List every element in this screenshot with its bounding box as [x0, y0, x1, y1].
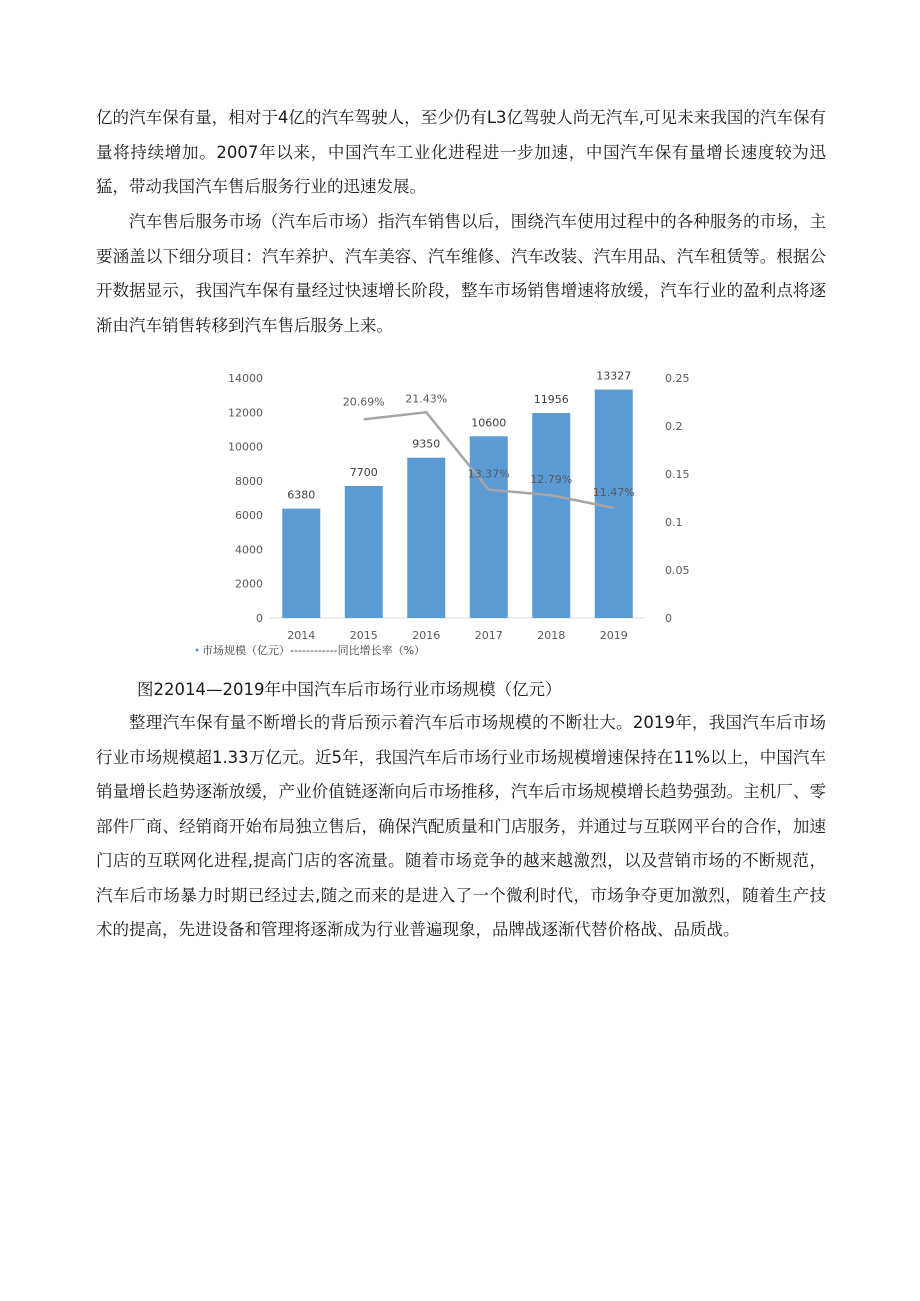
- bar-data-label: 7700: [349, 466, 378, 479]
- legend-text: 市场规模（亿元）------------同比增长率（%）: [202, 644, 426, 657]
- y2-tick-label: 0: [665, 612, 672, 625]
- y2-tick-label: 0.2: [665, 420, 683, 433]
- bar-data-label: 6380: [287, 488, 316, 502]
- chart-canvas: [185, 362, 725, 662]
- line-data-label: 12.79%: [530, 473, 573, 487]
- bar: [467, 436, 510, 618]
- bar-data-label: 11956: [533, 393, 569, 407]
- bar: [345, 486, 383, 618]
- x-tick-label: 2014: [287, 629, 316, 642]
- bar: [407, 458, 445, 618]
- bar: [530, 413, 573, 618]
- x-tick-label: 2015: [349, 629, 378, 642]
- line-data-label: 11.47%: [592, 485, 635, 499]
- bar: [282, 509, 320, 618]
- line-data-label: 13.37%: [467, 467, 510, 481]
- y-tick-label: 0: [256, 612, 263, 625]
- y-tick-label: 10000: [228, 440, 263, 454]
- x-tick-label: 2017: [474, 629, 503, 642]
- y-tick-label: 2000: [235, 577, 263, 591]
- bar-data-label: 10600: [471, 416, 507, 430]
- x-tick-label: 2018: [537, 629, 566, 642]
- y2-tick-label: 0.15: [665, 468, 690, 481]
- x-tick-label: 2016: [412, 629, 441, 642]
- y-tick-label: 12000: [228, 406, 263, 420]
- market-size-chart: [185, 362, 725, 662]
- bar-data-label: 13327: [596, 369, 632, 383]
- paragraph-1: 亿的汽车保有量，相对于4亿的汽车驾驶人，至少仍有L3亿驾驶人尚无汽车,可见未来我国的汽车保有量将持续增加。2007年以来，中国汽车工业化进程进一步加速，中国汽车保有量增长速度较为迅猛，带动我国汽车售后服务行业的迅速发展。: [96, 108, 826, 196]
- y-tick-label: 8000: [235, 474, 263, 488]
- line-data-label: 21.43%: [405, 392, 448, 406]
- paragraph-2: 汽车售后服务市场（汽车后市场）指汽车销售以后，围绕汽车使用过程中的各种服务的市场，主要涵盖以下细分项目：汽车养护、汽车美容、汽车维修、汽车改装、汽车用品、汽车租赁等。根据公开数据显示，我国汽车保有量经过快速增长阶段，整车市场销售增速将放缓，汽车行业的盈利点将逐渐由汽车销售转移到汽车售后服务上来。: [96, 212, 826, 335]
- y-tick-label: 4000: [235, 543, 263, 557]
- y2-tick-label: 0.1: [665, 516, 683, 529]
- y-tick-label: 6000: [235, 509, 263, 523]
- legend-marker: [196, 649, 199, 652]
- line-data-label: 20.69%: [342, 395, 385, 409]
- x-tick-label: 2019: [599, 629, 628, 642]
- bar-data-label: 9350: [412, 437, 441, 451]
- figure-caption: 图22014—2019年中国汽车后市场行业市场规模（亿元）: [137, 680, 562, 699]
- y2-tick-label: 0.05: [665, 564, 690, 577]
- bar: [592, 390, 635, 618]
- y2-tick-label: 0.25: [665, 372, 690, 385]
- y-tick-label: 14000: [228, 372, 263, 385]
- paragraph-3: 整理汽车保有量不断增长的背后预示着汽车后市场规模的不断壮大。2019年，我国汽车后市场行业市场规模超1.33万亿元。近5年，我国汽车后市场行业市场规模增速保持在11%以上，中国汽车销量增长趋势逐渐放缓，产业价值链逐渐向后市场推移，汽车后市场规模增长趋势强劲。主机厂、零部件厂商、经销商开始布局独立售后，确保汽配质量和门店服务，并通过与互联网平台的合作，加速门店的互联网化进程,提高门店的客流量。随着市场竞争的越来越激烈，以及营销市场的不断规范，汽车后市场暴力时期已经过去,随之而来的是进入了一个微利时代，市场争夺更加激烈，随着生产技术的提高，先进设备和管理将逐渐成为行业普遍现象，品牌战逐渐代替价格战、品质战。: [96, 713, 826, 939]
